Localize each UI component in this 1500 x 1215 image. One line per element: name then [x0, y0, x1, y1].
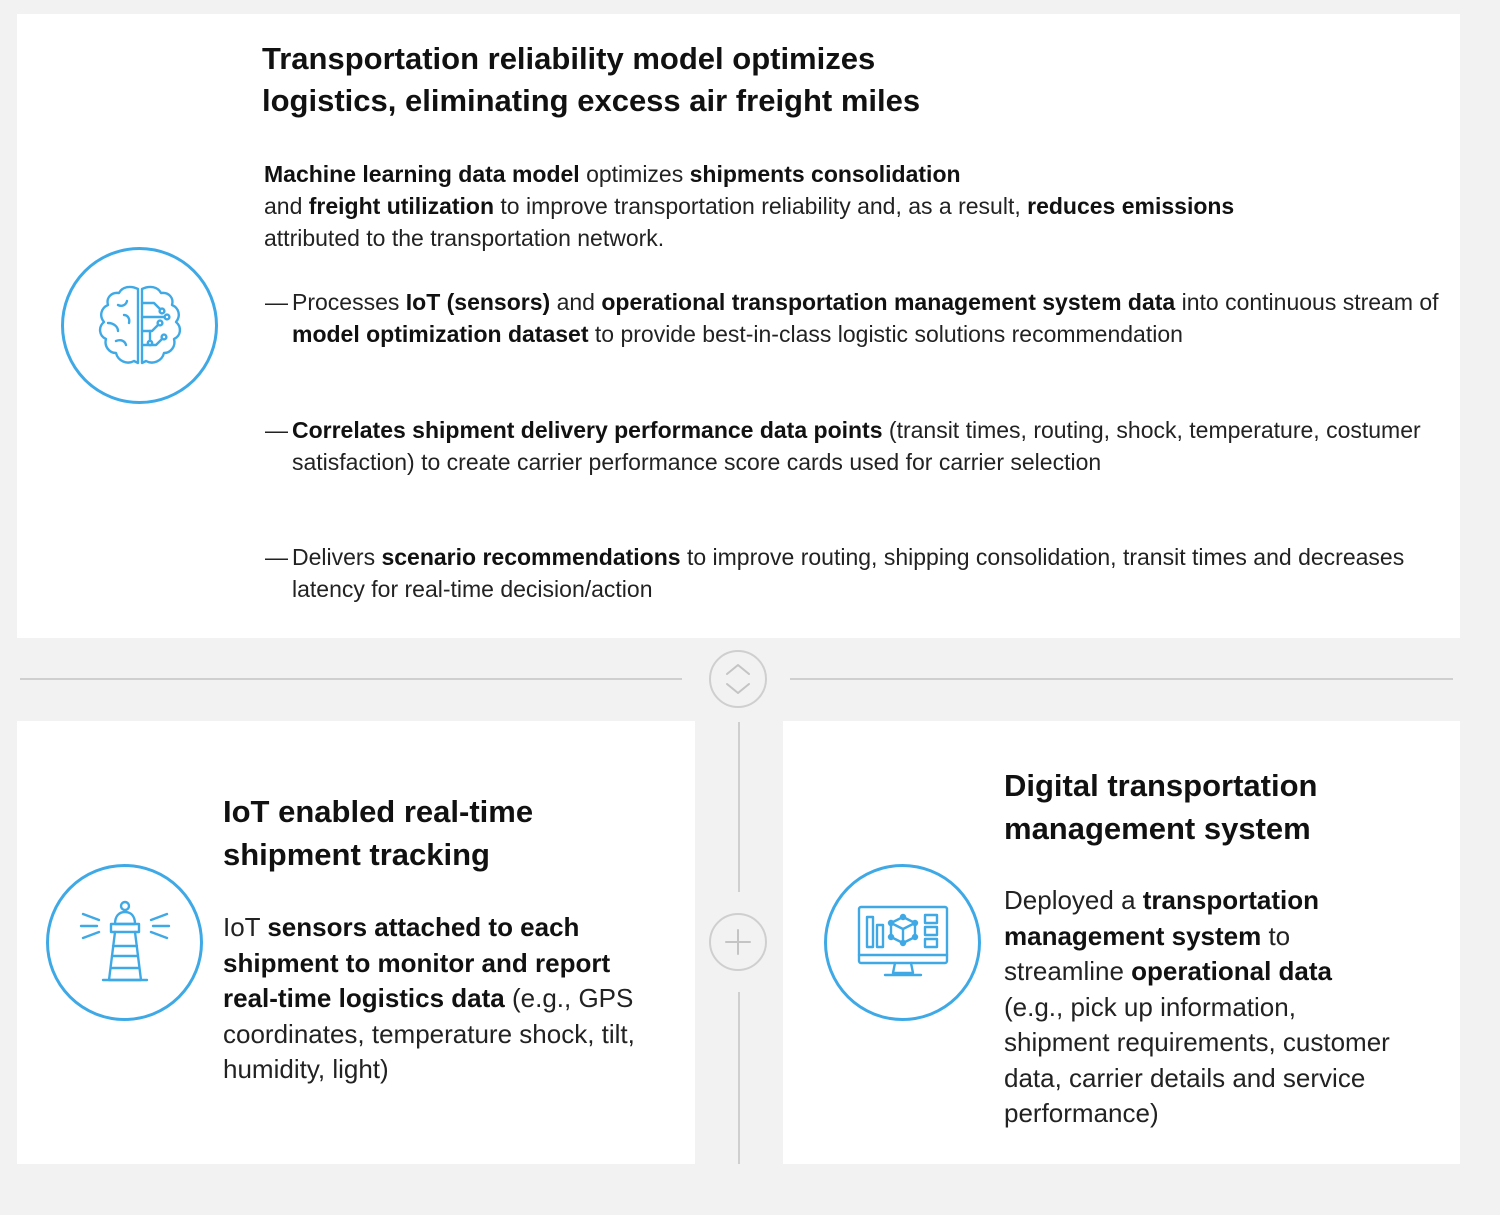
bullet-item: [265, 541, 1445, 605]
intro-emphasis-2: shipments consolidation: [689, 161, 961, 187]
bullet-dash: —: [265, 289, 288, 315]
divider-vertical-upper: [738, 722, 740, 892]
tms-title-line-1: Digital transportation: [1004, 768, 1318, 803]
tms-card: [783, 721, 1460, 1164]
intro-emphasis-3: freight utilization: [308, 193, 495, 219]
iot-title: [223, 790, 533, 876]
tms-title: [1004, 764, 1317, 850]
intro-text-3: to improve transportation reliability and, as a result,: [494, 193, 1028, 219]
lighthouse-icon: [46, 864, 203, 1021]
intro-text-1: optimizes: [579, 161, 690, 187]
bullet-dash: —: [265, 544, 288, 570]
plus-icon: [709, 913, 767, 971]
iot-title-line-2: shipment tracking: [223, 837, 490, 872]
bullet-text: Correlates shipment delivery performance data points (transit times, routing, shock, temperature, costumer satisfaction) to create carrier performance score cards used for carrier selection: [292, 417, 1421, 475]
reliability-model-card: [17, 14, 1460, 638]
bullet-text: Processes IoT (sensors) and operational transportation management system data into continuous stream of model optimization dataset to provide best-in-class logistic solutions recommendation: [292, 289, 1439, 347]
bullet-item: [265, 414, 1445, 478]
top-title: [262, 38, 920, 122]
intro-text-4: attributed to the transportation network.: [264, 225, 665, 251]
bullet-dash: —: [265, 417, 288, 443]
divider-vertical-lower: [738, 992, 740, 1164]
iot-title-line-1: IoT enabled real-time: [223, 794, 534, 829]
divider-right: [790, 678, 1453, 680]
bullet-item: [265, 286, 1445, 350]
bullet-text: Delivers scenario recommendations to improve routing, shipping consolidation, transit times and decreases latency for real-time decision/action: [292, 544, 1405, 602]
intro-text-2: and: [264, 193, 309, 219]
iot-tracking-card: [17, 721, 695, 1164]
monitor-dashboard-icon: [824, 864, 981, 1021]
top-title-line-2: logistics, eliminating excess air freight miles: [262, 83, 921, 118]
top-title-line-1: Transportation reliability model optimizes: [262, 41, 876, 76]
chevron-up-down-icon: [709, 650, 767, 708]
iot-description: IoT sensors attached to each shipment to monitor and report real-time logistics data (e.g., GPS coordinates, temperature shock, tilt, humidity, light): [223, 912, 635, 1084]
tms-title-line-2: management system: [1004, 811, 1311, 846]
brain-circuit-icon: [61, 247, 218, 404]
intro-emphasis-4: reduces emissions: [1027, 193, 1235, 219]
tms-description: Deployed a transportation management system to streamline operational data (e.g., pick up information, shipment requirements, customer data, carrier details and service performance): [1004, 885, 1390, 1128]
top-intro: [264, 158, 1414, 254]
intro-emphasis-1: Machine learning data model: [264, 161, 580, 187]
divider-left: [20, 678, 682, 680]
